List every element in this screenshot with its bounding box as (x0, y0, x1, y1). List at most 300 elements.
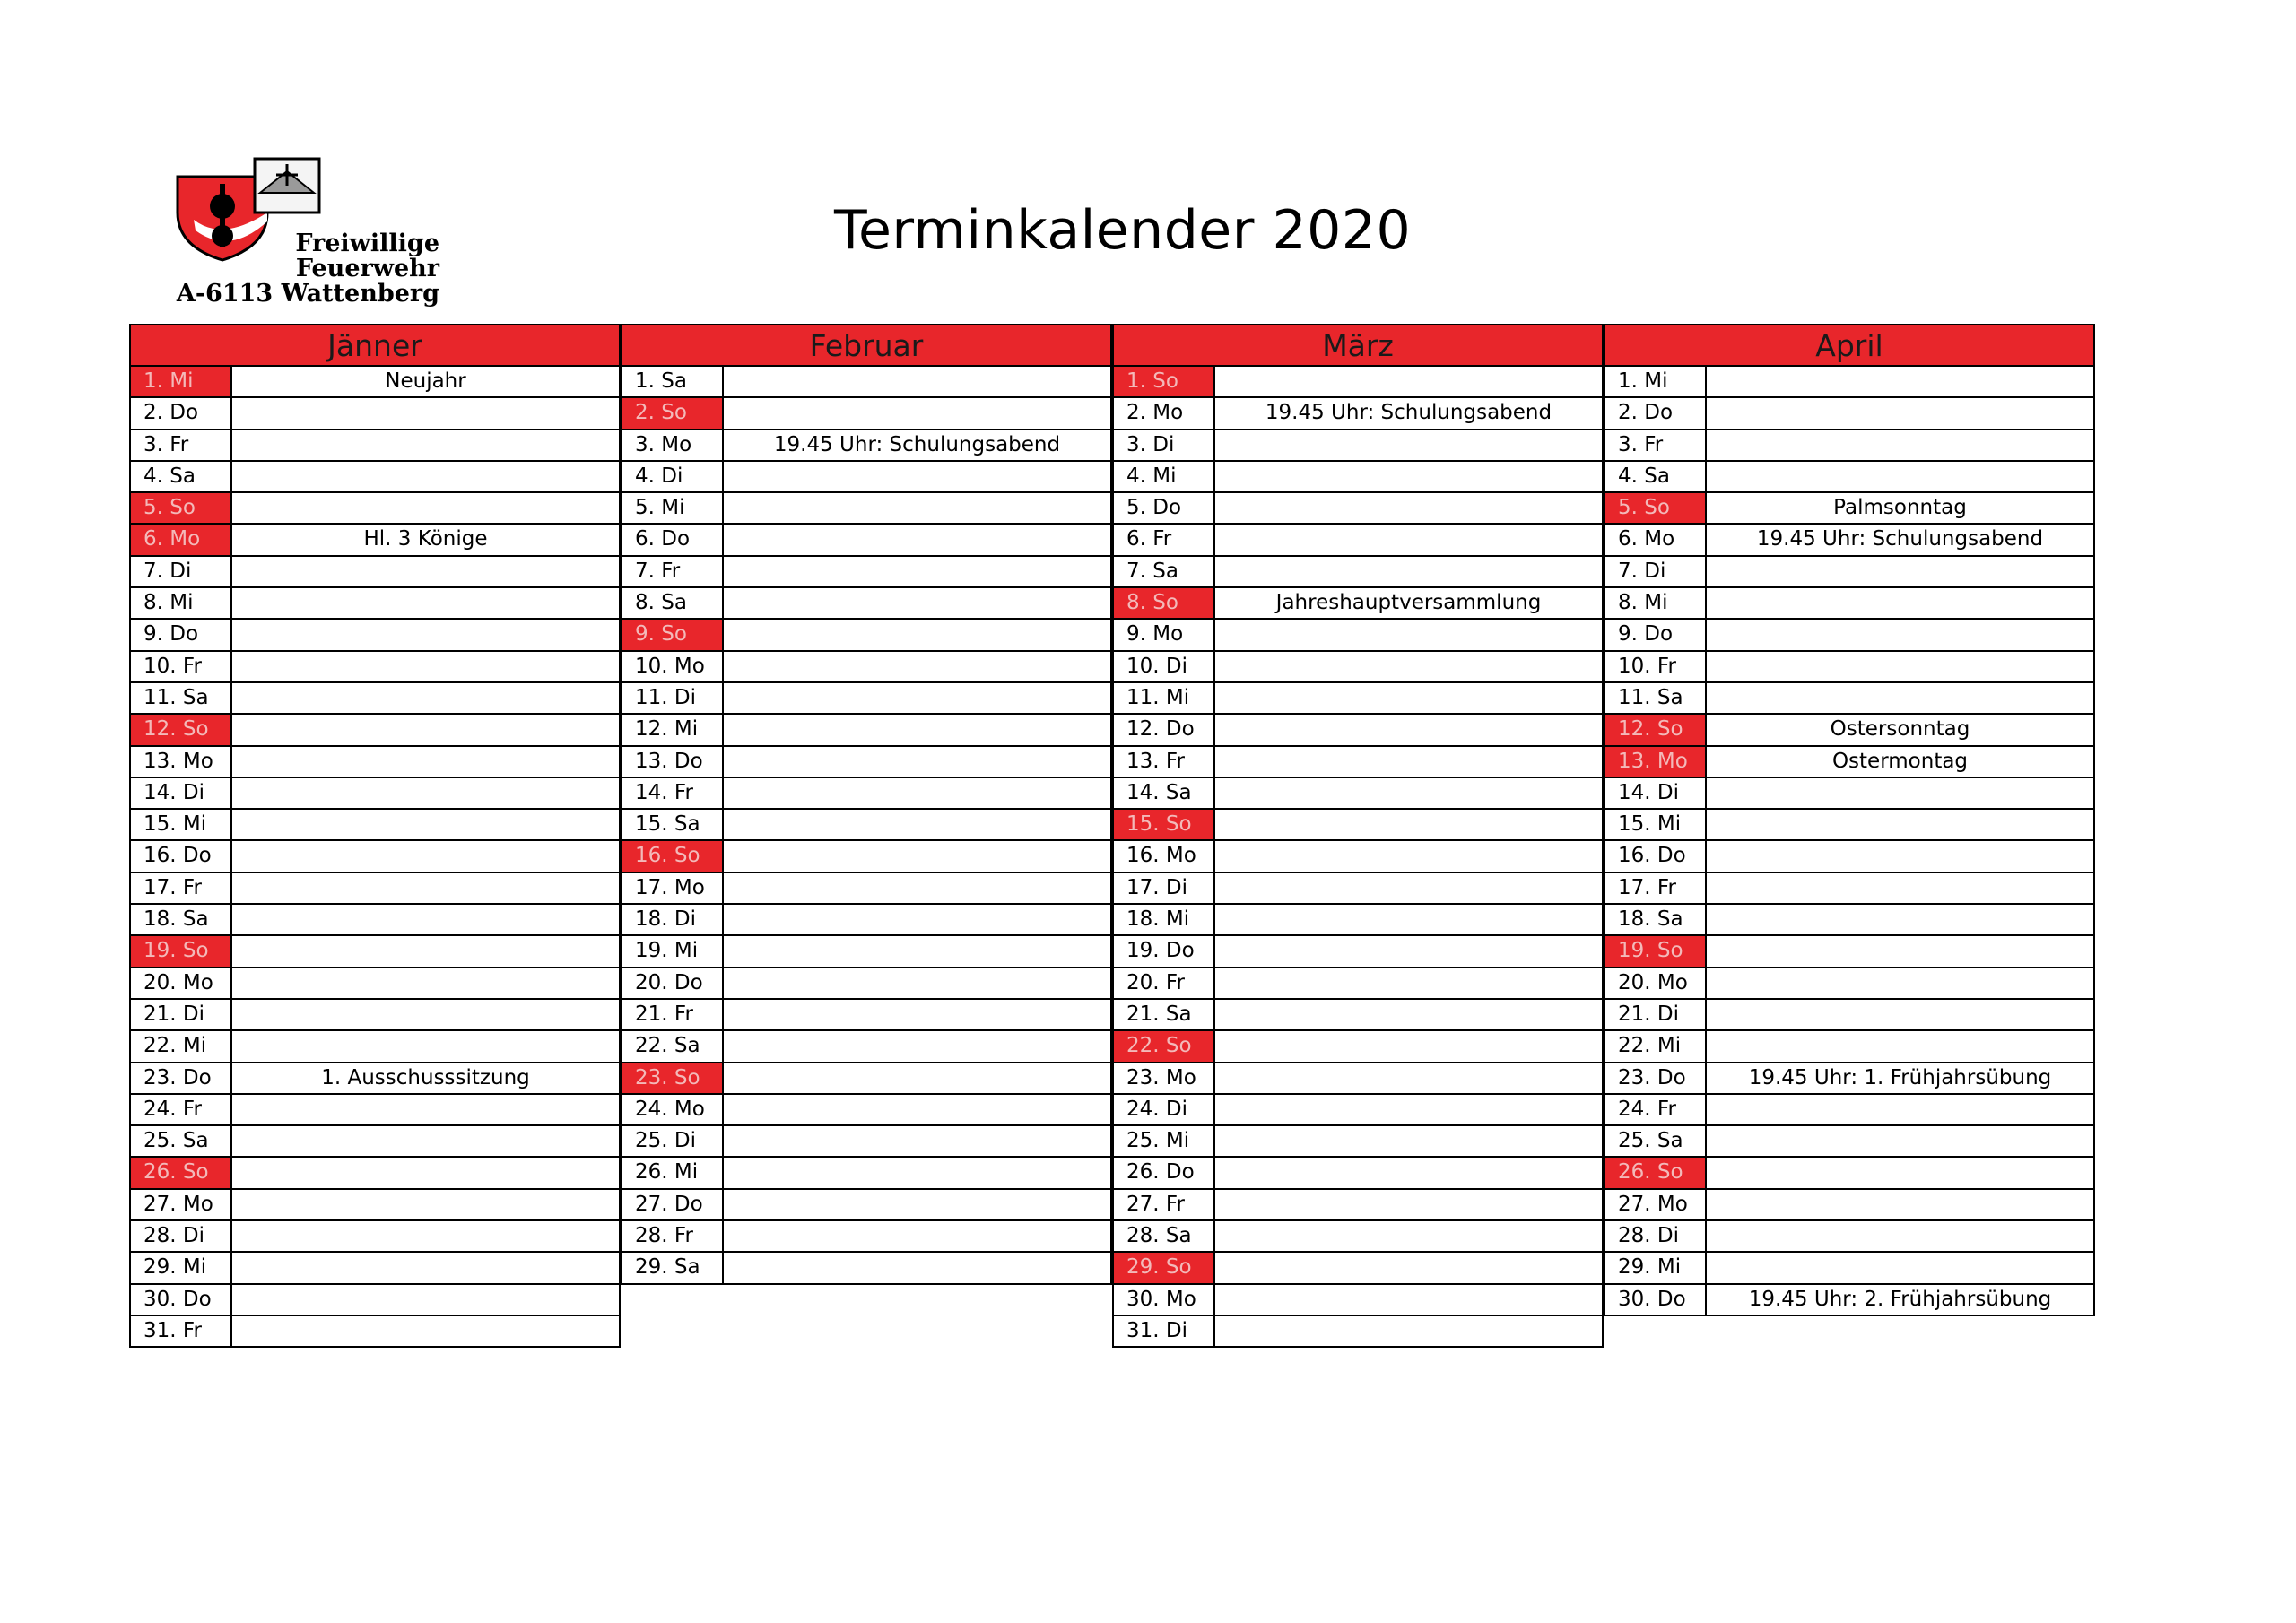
day-row (1114, 1158, 1602, 1189)
day-event: Ostersonntag (1830, 717, 1970, 742)
day-row (1605, 493, 2093, 525)
day-row (1605, 715, 2093, 746)
day-row (131, 367, 619, 398)
day-label: 23. Mo (1114, 1063, 1215, 1093)
day-label: 1. Sa (622, 367, 724, 396)
day-label: 31. Fr (131, 1316, 232, 1346)
day-row (1114, 683, 1602, 715)
day-label: 15. So (1114, 810, 1215, 839)
day-label: 11. Di (622, 683, 724, 713)
day-row (131, 683, 619, 715)
day-event (1707, 620, 2093, 649)
org-name-line1: Freiwillige (295, 230, 439, 257)
day-row (131, 493, 619, 525)
day-label: 27. Mo (1605, 1190, 1707, 1219)
day-row (622, 936, 1110, 968)
day-event (1707, 652, 2093, 681)
day-row (622, 1253, 1110, 1284)
day-label: 22. So (1114, 1031, 1215, 1061)
day-label: 29. Mi (1605, 1253, 1707, 1282)
day-row (1114, 1000, 1602, 1031)
day-event (1707, 873, 2093, 903)
day-event (724, 462, 1110, 491)
day-event (724, 588, 1110, 618)
day-event (724, 841, 1110, 871)
day-label: 2. Do (1605, 398, 1707, 428)
day-row (1114, 1316, 1602, 1348)
day-event (232, 1190, 619, 1219)
day-row (622, 715, 1110, 746)
month-april (1604, 324, 2095, 1316)
day-row (1114, 715, 1602, 746)
day-label: 23. Do (131, 1063, 232, 1093)
day-label: 10. Mo (622, 652, 724, 681)
day-event (1707, 398, 2093, 428)
day-event (1215, 367, 1602, 396)
day-event (232, 462, 619, 491)
day-event (1707, 1158, 2093, 1187)
day-label: 10. Fr (131, 652, 232, 681)
day-row (622, 747, 1110, 778)
month-march (1112, 324, 1604, 1348)
day-event (1215, 936, 1602, 966)
month-header: April (1604, 324, 2095, 367)
day-label: 29. Sa (622, 1253, 724, 1282)
day-row (131, 715, 619, 746)
day-event (1215, 493, 1602, 523)
day-row (622, 652, 1110, 683)
day-label: 23. Do (1605, 1063, 1707, 1093)
day-event (232, 1285, 619, 1315)
day-row (131, 778, 619, 810)
day-label: 30. Mo (1114, 1285, 1215, 1315)
day-row (622, 367, 1110, 398)
day-label: 11. Sa (131, 683, 232, 713)
day-label: 23. So (622, 1063, 724, 1093)
day-label: 9. Mo (1114, 620, 1215, 649)
day-event (724, 1031, 1110, 1061)
day-label: 12. So (131, 715, 232, 744)
day-label: 5. Do (1114, 493, 1215, 523)
day-row (1114, 620, 1602, 651)
day-row (622, 810, 1110, 841)
day-row (622, 493, 1110, 525)
day-row (131, 968, 619, 1000)
day-label: 18. Mi (1114, 905, 1215, 934)
day-row (1114, 1285, 1602, 1316)
day-event (1707, 936, 2093, 966)
day-event (724, 652, 1110, 681)
day-row (622, 1190, 1110, 1221)
day-row (1605, 1253, 2093, 1284)
day-row (131, 1063, 619, 1095)
day-list (621, 367, 1112, 1285)
day-label: 19. Mi (622, 936, 724, 966)
day-event (232, 810, 619, 839)
day-event (724, 778, 1110, 808)
day-label: 3. Fr (131, 430, 232, 460)
day-label: 4. Sa (131, 462, 232, 491)
day-list (1112, 367, 1604, 1348)
day-event: 19.45 Uhr: 1. Frühjahrsübung (1748, 1065, 2052, 1089)
org-address: A-6113 Wattenberg (176, 280, 439, 308)
day-event (1215, 1126, 1602, 1156)
day-row (131, 398, 619, 430)
day-label: 26. So (131, 1158, 232, 1187)
day-event (724, 715, 1110, 744)
day-label: 4. Mi (1114, 462, 1215, 491)
day-row (131, 462, 619, 493)
day-row (622, 1221, 1110, 1253)
day-row (131, 905, 619, 936)
day-label: 11. Sa (1605, 683, 1707, 713)
day-row (1605, 620, 2093, 651)
day-label: 27. Mo (131, 1190, 232, 1219)
day-event: 1. Ausschusssitzung (321, 1065, 530, 1089)
day-event (724, 1190, 1110, 1219)
day-event (232, 620, 619, 649)
day-event (1215, 1000, 1602, 1029)
day-row (131, 1158, 619, 1189)
day-event (1707, 1000, 2093, 1029)
day-label: 16. So (622, 841, 724, 871)
day-event (232, 1253, 619, 1282)
day-row (1605, 588, 2093, 620)
day-label: 26. So (1605, 1158, 1707, 1187)
day-row (622, 1126, 1110, 1158)
day-row (1114, 367, 1602, 398)
page-title: Terminkalender 2020 (834, 199, 1412, 262)
day-label: 16. Do (1605, 841, 1707, 871)
day-row (1114, 1095, 1602, 1126)
day-event (1707, 683, 2093, 713)
day-event (232, 905, 619, 934)
day-event (1215, 1285, 1602, 1315)
day-label: 15. Mi (1605, 810, 1707, 839)
day-event (1215, 1253, 1602, 1282)
day-event (232, 1158, 619, 1187)
day-label: 20. Do (622, 968, 724, 998)
day-row (1605, 1000, 2093, 1031)
day-event (1215, 1316, 1602, 1346)
day-event (724, 620, 1110, 649)
day-label: 25. Di (622, 1126, 724, 1156)
day-label: 27. Fr (1114, 1190, 1215, 1219)
day-event (724, 367, 1110, 396)
day-label: 2. Mo (1114, 398, 1215, 428)
day-row (1605, 968, 2093, 1000)
day-row (1114, 462, 1602, 493)
day-row (1605, 1126, 2093, 1158)
month-header: Februar (621, 324, 1112, 367)
day-row (622, 557, 1110, 588)
month-header: Jänner (129, 324, 621, 367)
day-row (131, 873, 619, 905)
day-row (1114, 905, 1602, 936)
day-row (1605, 810, 2093, 841)
day-label: 24. Di (1114, 1095, 1215, 1124)
day-row (622, 462, 1110, 493)
day-event (1215, 810, 1602, 839)
day-event (724, 398, 1110, 428)
day-event (1215, 873, 1602, 903)
day-label: 19. So (1605, 936, 1707, 966)
day-event: Hl. 3 Könige (363, 527, 488, 551)
day-row (131, 1000, 619, 1031)
day-event (724, 936, 1110, 966)
day-row (1605, 1221, 2093, 1253)
day-event (724, 747, 1110, 777)
month-january (129, 324, 621, 1348)
day-label: 24. Fr (1605, 1095, 1707, 1124)
day-row (1605, 1063, 2093, 1095)
day-label: 22. Mi (131, 1031, 232, 1061)
day-event (1215, 462, 1602, 491)
day-event (724, 1000, 1110, 1029)
day-event (1215, 525, 1602, 554)
day-label: 22. Sa (622, 1031, 724, 1061)
day-event (724, 1063, 1110, 1093)
day-event (1707, 1221, 2093, 1251)
day-label: 8. Sa (622, 588, 724, 618)
day-row (131, 936, 619, 968)
day-event (1215, 968, 1602, 998)
day-list (1604, 367, 2095, 1316)
day-row (131, 1316, 619, 1348)
day-label: 16. Mo (1114, 841, 1215, 871)
day-event: Neujahr (385, 369, 466, 393)
day-label: 18. Sa (131, 905, 232, 934)
day-row (622, 620, 1110, 651)
day-event (724, 493, 1110, 523)
day-event (1215, 683, 1602, 713)
day-label: 9. Do (1605, 620, 1707, 649)
day-event (1707, 462, 2093, 491)
day-event (1215, 430, 1602, 460)
day-row (622, 1063, 1110, 1095)
day-label: 14. Sa (1114, 778, 1215, 808)
day-label: 10. Di (1114, 652, 1215, 681)
day-row (1114, 652, 1602, 683)
day-event (232, 715, 619, 744)
day-row (1114, 398, 1602, 430)
day-row (1114, 1031, 1602, 1063)
day-row (622, 683, 1110, 715)
day-event (1215, 905, 1602, 934)
day-event (232, 968, 619, 998)
day-row (1114, 841, 1602, 872)
day-event (1215, 557, 1602, 586)
day-label: 24. Mo (622, 1095, 724, 1124)
day-row (1114, 936, 1602, 968)
day-label: 16. Do (131, 841, 232, 871)
day-row (622, 1095, 1110, 1126)
day-row (622, 1000, 1110, 1031)
day-event (1707, 1126, 2093, 1156)
day-row (1114, 493, 1602, 525)
day-event (232, 747, 619, 777)
day-event (1707, 1253, 2093, 1282)
day-event (724, 1158, 1110, 1187)
day-label: 13. Mo (131, 747, 232, 777)
day-row (131, 652, 619, 683)
day-event (232, 936, 619, 966)
day-label: 30. Do (1605, 1285, 1707, 1315)
day-row (1605, 1285, 2093, 1316)
day-label: 7. Di (1605, 557, 1707, 586)
day-label: 1. Mi (1605, 367, 1707, 396)
day-row (622, 1031, 1110, 1063)
day-row (622, 778, 1110, 810)
day-label: 13. Mo (1605, 747, 1707, 777)
day-label: 13. Do (622, 747, 724, 777)
day-event (1215, 1221, 1602, 1251)
day-row (622, 430, 1110, 462)
day-label: 9. Do (131, 620, 232, 649)
day-event (232, 778, 619, 808)
day-event (724, 1221, 1110, 1251)
day-event (1707, 430, 2093, 460)
day-event (1707, 1031, 2093, 1061)
month-february (621, 324, 1112, 1285)
day-label: 24. Fr (131, 1095, 232, 1124)
day-label: 29. Mi (131, 1253, 232, 1282)
day-label: 6. Mo (1605, 525, 1707, 554)
day-event (232, 1095, 619, 1124)
day-row (622, 1158, 1110, 1189)
day-label: 15. Mi (131, 810, 232, 839)
day-label: 7. Sa (1114, 557, 1215, 586)
day-row (1114, 1063, 1602, 1095)
fire-brigade-logo (170, 157, 457, 314)
day-label: 18. Di (622, 905, 724, 934)
day-row (131, 525, 619, 556)
day-event (724, 1253, 1110, 1282)
day-row (1114, 873, 1602, 905)
day-event (1215, 1158, 1602, 1187)
day-label: 25. Sa (1605, 1126, 1707, 1156)
day-event (1707, 778, 2093, 808)
day-event (1707, 810, 2093, 839)
day-label: 29. So (1114, 1253, 1215, 1282)
day-label: 3. Fr (1605, 430, 1707, 460)
day-event (232, 430, 619, 460)
day-row (131, 620, 619, 651)
day-label: 2. Do (131, 398, 232, 428)
day-row (622, 525, 1110, 556)
day-row (622, 841, 1110, 872)
day-label: 6. Mo (131, 525, 232, 554)
day-label: 7. Di (131, 557, 232, 586)
day-label: 17. Fr (1605, 873, 1707, 903)
day-row (1114, 525, 1602, 556)
day-label: 17. Fr (131, 873, 232, 903)
day-label: 28. Sa (1114, 1221, 1215, 1251)
day-row (1605, 873, 2093, 905)
org-name-line2: Feuerwehr (295, 255, 439, 282)
day-event (232, 1221, 619, 1251)
day-event (724, 1126, 1110, 1156)
day-label: 1. So (1114, 367, 1215, 396)
day-row (131, 810, 619, 841)
day-label: 14. Di (131, 778, 232, 808)
day-row (1605, 841, 2093, 872)
day-label: 13. Fr (1114, 747, 1215, 777)
day-row (1605, 1031, 2093, 1063)
day-event (232, 493, 619, 523)
day-label: 26. Mi (622, 1158, 724, 1187)
day-label: 15. Sa (622, 810, 724, 839)
day-event (232, 398, 619, 428)
day-event: Jahreshauptversammlung (1275, 591, 1542, 615)
day-row (1114, 1126, 1602, 1158)
day-event (1215, 620, 1602, 649)
day-event: 19.45 Uhr: 2. Frühjahrsübung (1748, 1287, 2052, 1311)
day-row (1605, 652, 2093, 683)
day-row (1114, 557, 1602, 588)
day-label: 4. Sa (1605, 462, 1707, 491)
day-event (724, 557, 1110, 586)
day-event (1707, 367, 2093, 396)
day-row (131, 1126, 619, 1158)
day-label: 25. Sa (131, 1126, 232, 1156)
day-event: Ostermontag (1831, 749, 1969, 773)
day-row (622, 905, 1110, 936)
day-label: 14. Fr (622, 778, 724, 808)
day-label: 10. Fr (1605, 652, 1707, 681)
day-event (1707, 588, 2093, 618)
day-event (724, 873, 1110, 903)
day-event (232, 588, 619, 618)
day-label: 21. Di (1605, 1000, 1707, 1029)
day-event (232, 1031, 619, 1061)
day-row (622, 968, 1110, 1000)
day-label: 8. So (1114, 588, 1215, 618)
day-row (1114, 430, 1602, 462)
day-label: 19. So (131, 936, 232, 966)
day-event (232, 1126, 619, 1156)
day-event (232, 841, 619, 871)
day-event (1215, 1031, 1602, 1061)
day-row (1114, 810, 1602, 841)
day-event (1707, 968, 2093, 998)
day-row (1605, 1095, 2093, 1126)
day-row (1605, 462, 2093, 493)
day-row (131, 1285, 619, 1316)
day-row (131, 1190, 619, 1221)
day-label: 14. Di (1605, 778, 1707, 808)
day-label: 31. Di (1114, 1316, 1215, 1346)
day-row (131, 1031, 619, 1063)
day-label: 22. Mi (1605, 1031, 1707, 1061)
day-event (724, 810, 1110, 839)
day-event (1707, 1190, 2093, 1219)
day-label: 1. Mi (131, 367, 232, 396)
day-event (232, 1000, 619, 1029)
day-label: 4. Di (622, 462, 724, 491)
day-label: 18. Sa (1605, 905, 1707, 934)
day-event (724, 525, 1110, 554)
day-event (1707, 557, 2093, 586)
day-event (1215, 778, 1602, 808)
day-row (1114, 1190, 1602, 1221)
day-row (131, 1253, 619, 1284)
day-label: 11. Mi (1114, 683, 1215, 713)
day-label: 21. Di (131, 1000, 232, 1029)
day-label: 28. Di (131, 1221, 232, 1251)
day-event (232, 873, 619, 903)
day-row (1114, 747, 1602, 778)
